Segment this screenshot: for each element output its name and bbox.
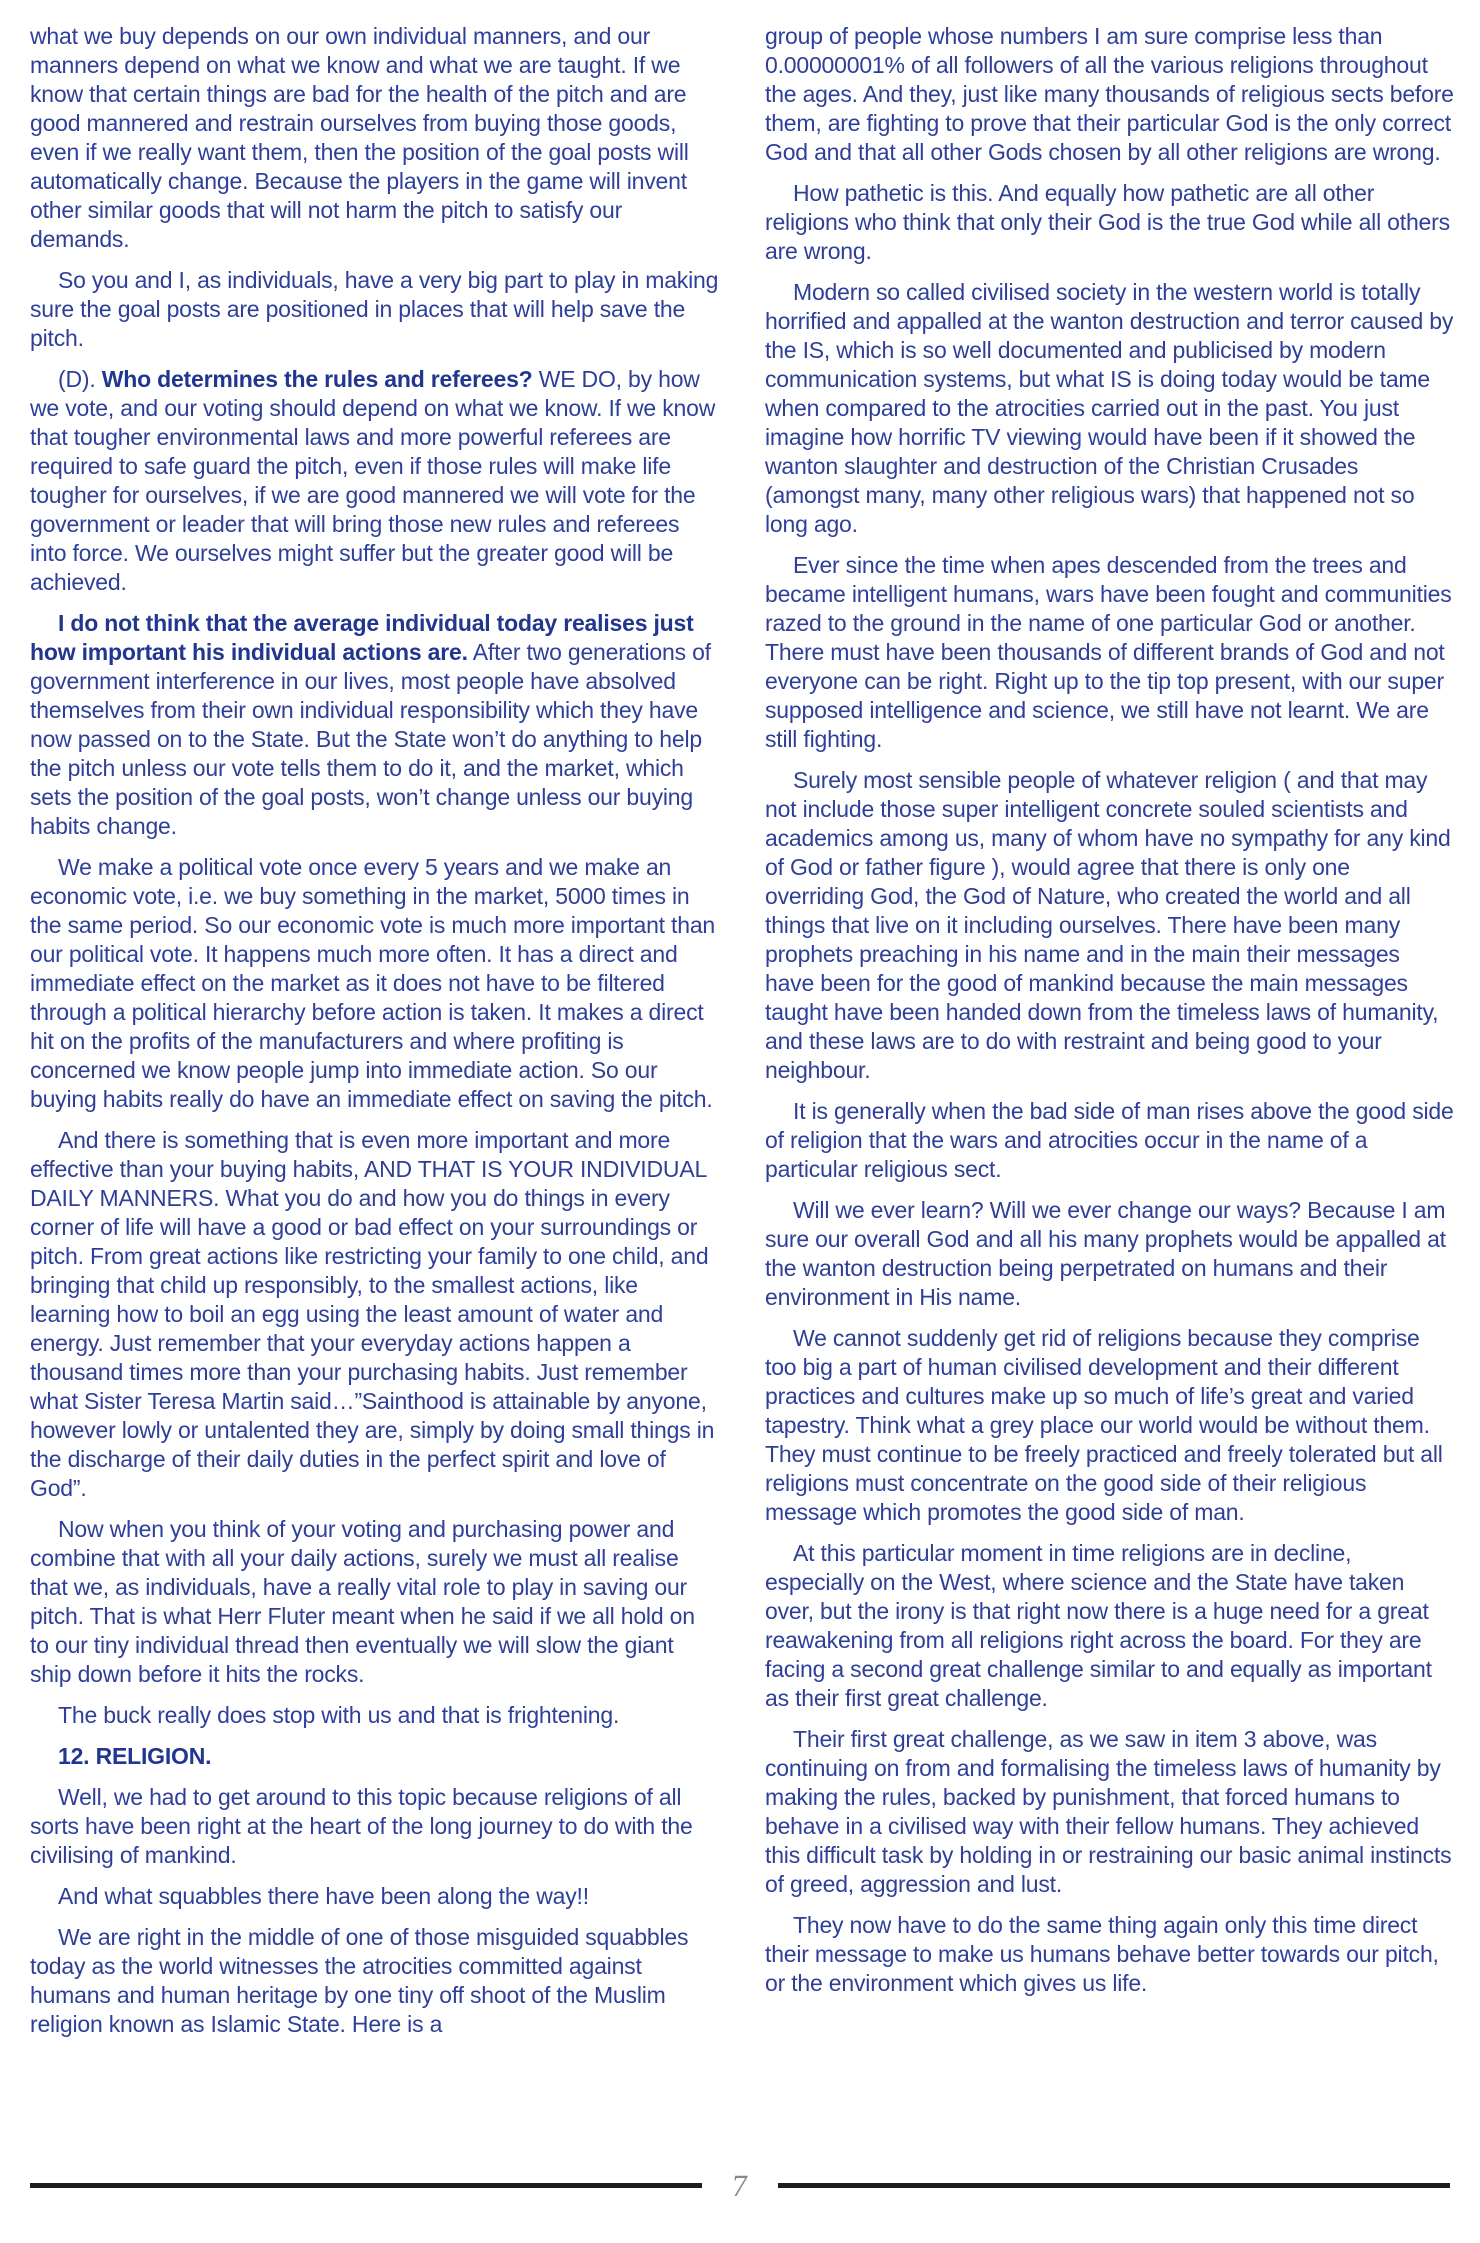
paragraph [30,1923,719,2039]
text-segment: And what squabbles there have been along the way!! [58,1883,589,1909]
text-columns [30,22,1454,2051]
text-segment: group of people whose numbers I am sure comprise less than 0.00000001% of all followers of all the various religions throughout the ages. And they, just like many thousands of religious sects before them, are fighting to prove that their particular God is the only correct God and that all other Gods chosen by all other religions are wrong. [765,23,1454,165]
paragraph [30,266,719,353]
text-segment: Surely most sensible people of whatever religion ( and that may not include those super intelligent concrete souled scientists and academics among us, many of whom have no sympathy for any kind of God or father figure ), would agree that there is only one overriding God, the God of Nature, who created the world and all things that live on it including ourselves. There have been many prophets preaching in his name and in the main their messages have been for the good of mankind because the main messages taught have been handed down from the timeless laws of humanity, and these laws are to do with restraint and being good to your neighbour. [765,767,1451,1083]
text-segment: Their first great challenge, as we saw in item 3 above, was continuing on from and formalising the timeless laws of humanity by making the rules, backed by punishment, that forced humans to behave in a civilised way with their fellow humans. They achieved this difficult task by holding in or restraining our basic animal instincts of greed, aggression and lust. [765,1726,1452,1897]
text-segment: what we buy depends on our own individual manners, and our manners depend on what we know and what we are taught. If we know that certain things are bad for the health of the pitch and are good mannered and restrain ourselves from buying those goods, even if we really want them, then the position of the goal posts will automatically change. Because the players in the game will invent other similar goods that will not harm the pitch to satisfy our demands. [30,23,689,252]
text-segment: Well, we had to get around to this topic because religions of all sorts have been right at the heart of the long journey to do with the civilising of mankind. [30,1784,693,1868]
bold-text-segment: 12. RELIGION. [58,1743,212,1769]
paragraph-continuation [765,22,1454,167]
paragraph [765,1539,1454,1713]
text-segment: Ever since the time when apes descended from the trees and became intelligent humans, wars have been fought and communities razed to the ground in the name of one particular God or another. There must have been thousands of different brands of God and not everyone can be right. Right up to the tip top present, with our super supposed intelligence and science, we still have not learnt. We are still fighting. [765,552,1452,752]
text-segment: We make a political vote once every 5 years and we make an economic vote, i.e. we buy something in the market, 5000 times in the same period. So our economic vote is much more important than our political vote. It happens much more often. It has a direct and immediate effect on the market as it does not have to be filtered through a political hierarchy before action is taken. It makes a direct hit on the profits of the manufacturers and where profiting is concerned we know people jump into immediate action. So our buying habits really do have an immediate effect on saving the pitch. [30,854,716,1112]
text-segment: How pathetic is this. And equally how pathetic are all other religions who think that only their God is the true God while all others are wrong. [765,180,1450,264]
paragraph [765,1324,1454,1527]
left-column [30,22,719,2051]
text-segment: WE DO, by how we vote, and our voting should depend on what we know. If we know that tougher environmental laws and more powerful referees are required to safe guard the pitch, even if those rules will make life tougher for ourselves, if we are good mannered we will vote for the government or leader that will bring those new rules and referees into force. We ourselves might suffer but the greater good will be achieved. [30,366,716,595]
footer-rule-left [30,2183,702,2188]
paragraph [765,766,1454,1085]
text-segment: We are right in the middle of one of those misguided squabbles today as the world witnesses the atrocities committed against humans and human heritage by one tiny off shoot of the Muslim religion known as Islamic State. Here is a [30,1924,689,2037]
paragraph-continuation [30,22,719,254]
paragraph [30,1126,719,1503]
text-segment: (D). [58,366,102,392]
text-segment: They now have to do the same thing again only this time direct their message to make us humans behave better towards our pitch, or the environment which gives us life. [765,1912,1439,1996]
text-segment: Now when you think of your voting and purchasing power and combine that with all your daily actions, surely we must all realise that we, as individuals, have a really vital role to play in saving our pitch. That is what Herr Fluter meant when he said if we all hold on to our tiny individual thread then eventually we will slow the giant ship down before it hits the rocks. [30,1516,695,1687]
paragraph [30,1783,719,1870]
text-segment: The buck really does stop with us and that is frightening. [58,1702,620,1728]
bold-text-segment: Who determines the rules and referees? [101,366,533,392]
text-segment: So you and I, as individuals, have a very big part to play in making sure the goal posts are positioned in places that will help save the pitch. [30,267,719,351]
section-heading [30,1742,719,1771]
paragraph [765,1196,1454,1312]
paragraph [765,551,1454,754]
text-segment: At this particular moment in time religions are in decline, especially on the West, where science and the State have taken over, but the irony is that right now there is a huge need for a great reawakening from all religions right across the board. For they are facing a second great challenge similar to and equally as important as their first great challenge. [765,1540,1432,1711]
paragraph [765,1911,1454,1998]
paragraph [765,1097,1454,1184]
bold-text-segment: I do not think that the average individual today realises just how important his individual actions are. [30,610,694,665]
paragraph [765,179,1454,266]
text-segment: We cannot suddenly get rid of religions because they comprise too big a part of human civilised development and their different practices and cultures make up so much of life’s great and varied tapestry. Think what a grey place our world would be without them. They must continue to be freely practiced and freely tolerated but all religions must concentrate on the good side of their religious message which promotes the good side of man. [765,1325,1443,1525]
text-segment: And there is something that is even more important and more effective than your buying habits, AND THAT IS YOUR INDIVIDUAL DAILY MANNERS. What you do and how you do things in every corner of life will have a good or bad effect on your surroundings or pitch. From great actions like restricting your family to one child, and bringing that child up responsibly, to the smallest actions, like learning how to boil an egg using the least amount of water and energy. Just remember that your everyday actions happen a thousand times more than your purchasing habits. Just remember what Sister Teresa Martin said…”Sainthood is attainable by anyone, however lowly or untalented they are, simply by doing small things in the discharge of their daily duties in the perfect spirit and love of God”. [30,1127,715,1501]
text-segment: After two generations of government interference in our lives, most people have absolved themselves from their own individual responsibility which they have now passed on to the State. But the State won’t do anything to help the pitch unless our vote tells them to do it, and the market, which sets the position of the goal posts, won’t change unless our buying habits change. [30,639,711,839]
paragraph [765,1725,1454,1899]
paragraph [30,1701,719,1730]
page-number: 7 [730,2167,750,2203]
text-segment: Modern so called civilised society in the western world is totally horrified and appalled at the wanton destruction and terror caused by the IS, which is so well documented and publicised by modern communication systems, but what IS is doing today would be tame when compared to the atrocities carried out in the past. You just imagine how horrific TV viewing would have been if it showed the wanton slaughter and destruction of the Christian Crusades (amongst many, many other religious wars) that happened not so long ago. [765,279,1454,537]
text-segment: Will we ever learn? Will we ever change our ways? Because I am sure our overall God and all his many prophets would be appalled at the wanton destruction being perpetrated on humans and their environment in His name. [765,1197,1446,1310]
paragraph [30,365,719,597]
text-segment: It is generally when the bad side of man rises above the good side of religion that the wars and atrocities occur in the name of a particular religious sect. [765,1098,1454,1182]
footer-rule-right [778,2183,1450,2188]
page-footer [30,2168,1450,2202]
paragraph [765,278,1454,539]
paragraph [30,853,719,1114]
paragraph [30,1515,719,1689]
paragraph [30,1882,719,1911]
right-column [765,22,1454,2051]
paragraph [30,609,719,841]
